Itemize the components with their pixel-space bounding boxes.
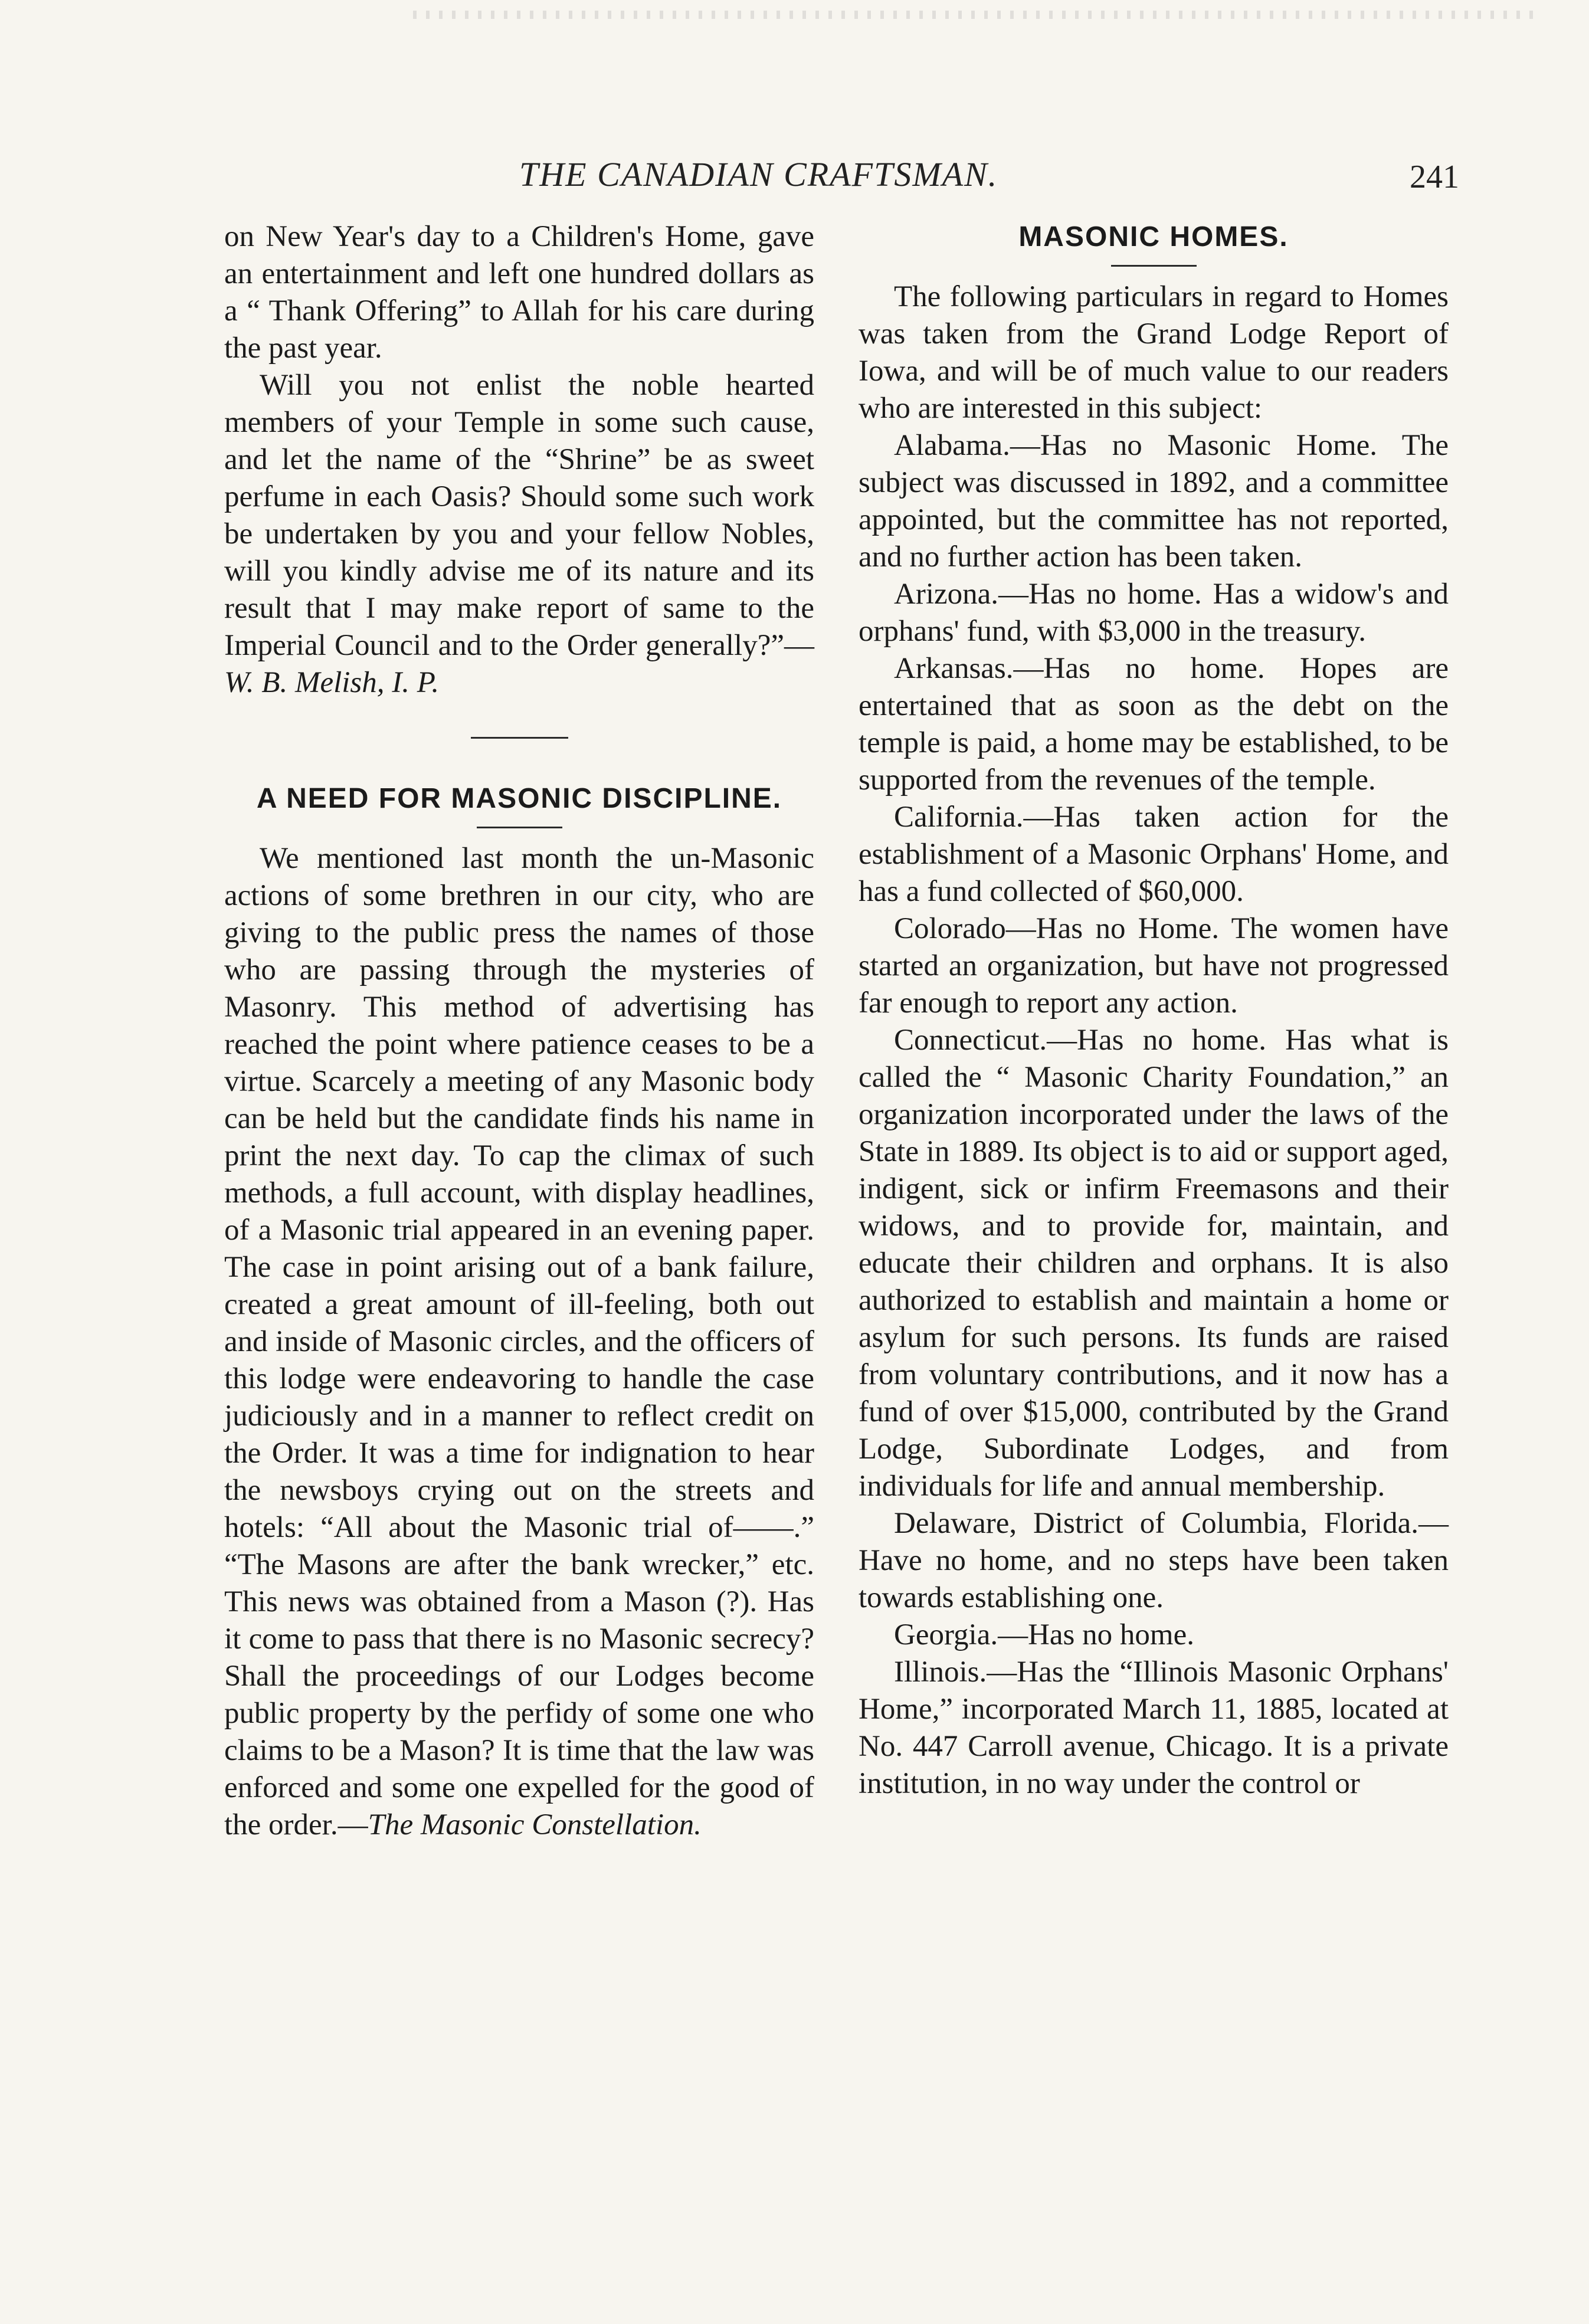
article-title-masonic-homes: MASONIC HOMES. xyxy=(1018,221,1289,253)
page-number: 241 xyxy=(1410,159,1459,195)
entry-alabama: Alabama.—Has no Masonic Home. The subject was discussed in 1892, and a committee appointed, but the committee has not reported, and no further action has been taken. xyxy=(859,429,1449,573)
scan-artifact xyxy=(413,11,1534,19)
entry-connecticut: Connecticut.—Has no home. Has what is called the “ Masonic Charity Foundation,” an organization incorporated under the laws of the State in 1889. Its object is to aid or support aged, indigent, sick or infirm Freemasons and their widows, and to provide for, maintain, and educate their children and orphans. It is also authorized to establish and maintain a home or asylum for such persons. Its funds are raised from voluntary contributions, and it now has a fund of over $15,000, contributed by the Grand Lodge, Subordinate Lodges, and from individuals for life and annual membership. xyxy=(859,1024,1449,1503)
discipline-body-text: We mentioned last month the un-Masonic actions of some brethren in our city, who are giving to the public press the names of those who are passing through the mysteries of Masonry. This method of advertising has reached the point where patience ceases to be a virtue. Scarcely a meeting of any Masonic body can be held but the candidate finds his name in print the next day. To cap the climax of such methods, a full account, with display headlines, of a Masonic trial appeared in an evening paper. The case in point arising out of a bank failure, created a great amount of ill-feeling, both out and inside of Masonic circles, and the officers of this lodge were endeavoring to handle the case judiciously and in a manner to reflect credit on the Order. It was a time for indignation to hear the newsboys crying out on the streets and hotels: “All about the Masonic trial of——.” “The Masons are after the bank wrecker,” etc. This news was obtained from a Mason (?). Has it come to pass that there is no Masonic secrecy? Shall the proceedings of our Lodges become public property by the perfidy of some one who claims to be a Mason? It is time that the law was enforced and some one expelled for the good of the order.— xyxy=(224,842,814,1841)
entry-georgia: Georgia.—Has no home. xyxy=(894,1618,1194,1651)
entry-california: California.—Has taken action for the establishment of a Masonic Orphans' Home, and has a fund collected of $60,000. xyxy=(859,801,1449,908)
title-rule xyxy=(1111,265,1197,267)
title-rule xyxy=(477,827,562,828)
shrine-paragraph-text: Will you not enlist the noble hearted members of your Temple in some such cause, and let the name of the “Shrine” be as sweet perfume in each Oasis? Should some such work be undertaken by you and your fellow Nobles, will you kindly advise me of its nature and its result that I may make report of same to the Imperial Council and to the Order generally?”— xyxy=(224,369,814,662)
entry-illinois: Illinois.—Has the “Illinois Masonic Orphans' Home,” incorporated March 11, 1885, located at No. 447 Carroll avenue, Chicago. It is a private institution, in no way under the control or xyxy=(859,1656,1449,1800)
shrine-paragraph xyxy=(224,367,814,702)
source-citation: The Masonic Constellation. xyxy=(368,1808,702,1841)
signature: W. B. Melish, I. P. xyxy=(224,666,440,699)
homes-intro: The following particulars in regard to Homes was taken from the Grand Lodge Report of Iowa, and will be of much value to our readers who are interested in this subject: xyxy=(859,280,1449,425)
article-title-discipline: A NEED FOR MASONIC DISCIPLINE. xyxy=(256,783,782,814)
right-column xyxy=(859,218,1449,1802)
entry-colorado: Colorado—Has no Home. The women have started an organization, but have not progressed far enough to report any action. xyxy=(859,912,1449,1020)
entry-arkansas: Arkansas.—Has no home. Hopes are entertained that as soon as the debt on the temple is paid, a home may be established, to be supported from the revenues of the temple. xyxy=(859,652,1449,796)
running-title: THE CANADIAN CRAFTSMAN. xyxy=(519,155,998,194)
continued-paragraph: on New Year's day to a Children's Home, gave an entertainment and left one hundred dollars as a “ Thank Offering” to Allah for his care during the past year. xyxy=(224,220,814,365)
entry-arizona: Arizona.—Has no home. Has a widow's and orphans' fund, with $3,000 in the treasury. xyxy=(859,578,1449,648)
entry-delaware-dc-florida: Delaware, District of Columbia, Florida.—Have no home, and no steps have been taken towards establishing one. xyxy=(859,1507,1449,1614)
section-divider xyxy=(471,737,568,739)
left-column xyxy=(224,218,814,1844)
discipline-body xyxy=(224,840,814,1844)
page-header xyxy=(224,155,1459,196)
